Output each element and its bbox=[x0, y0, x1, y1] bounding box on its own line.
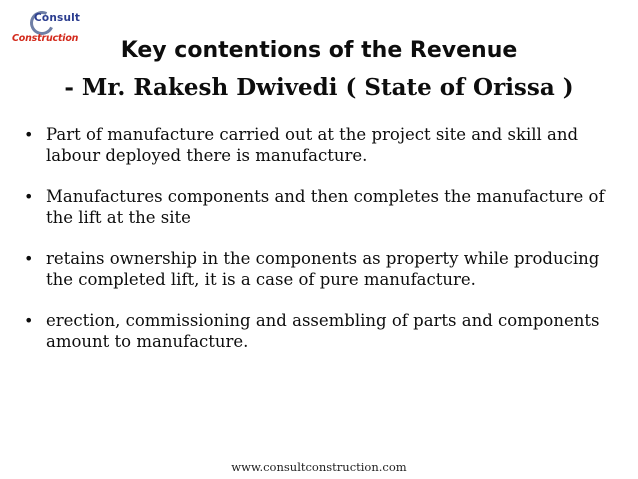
footer-url[interactable]: www.consultconstruction.com bbox=[231, 460, 407, 474]
bullet-text: Part of manufacture carried out at the project site and skill and labour deployed there is manufacture. bbox=[46, 125, 579, 165]
bullet-text: retains ownership in the components as property while producing the completed lift, it is a case of pure manufacture. bbox=[46, 249, 600, 289]
logo-construction-word: Construction bbox=[12, 33, 79, 44]
bullet-text: erection, commissioning and assembling of parts and components amount to manufacture. bbox=[46, 311, 600, 351]
bullet-marker: • bbox=[24, 249, 34, 268]
bullet-item-1 bbox=[24, 124, 628, 166]
bullet-item-2 bbox=[24, 186, 628, 228]
bullet-marker: • bbox=[24, 125, 34, 144]
bullet-marker: • bbox=[24, 187, 34, 206]
slide-title: Key contentions of the Revenue bbox=[120, 38, 518, 63]
bullet-item-4 bbox=[24, 310, 628, 352]
bullet-item-3 bbox=[24, 248, 628, 290]
bullet-marker: • bbox=[24, 311, 34, 330]
bullet-text: Manufactures components and then completes the manufacture of the lift at the site bbox=[46, 187, 605, 227]
logo-consult-word: Consult bbox=[34, 12, 81, 24]
slide-subtitle: - Mr. Rakesh Dwivedi ( State of Orissa ) bbox=[64, 74, 574, 101]
bullet-list bbox=[24, 124, 628, 352]
